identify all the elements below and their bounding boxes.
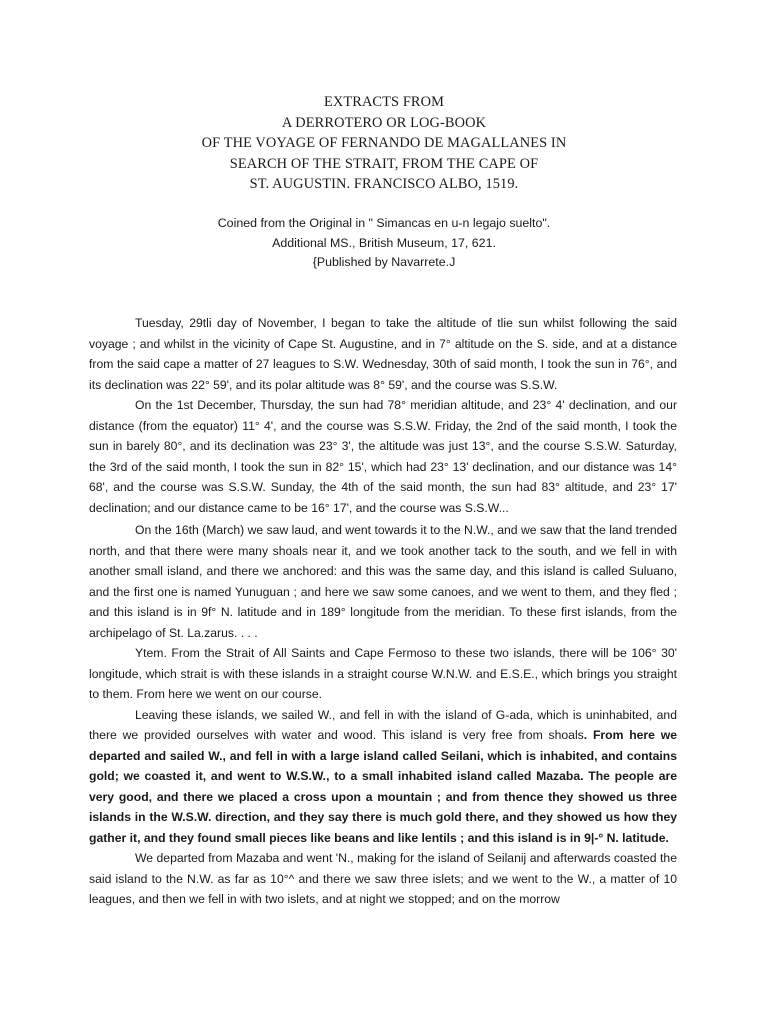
- body-paragraph: On the 16th (March) we saw laud, and went towards it to the N.W., and we saw that the land trended north, and that there were many shoals near it, and we took another tack to the south, and we fell in with another small island, and there we anchored: and this was the same day, and this island is called Suluano, and the first one is named Yunuguan ; and here we saw some canoes, and we went to them, and they fled ; and this island is in 9f° N. latitude and in 189° longitude from the meridian. To these first islands, from the archipelago of St. La.zarus. . . .: [89, 523, 677, 640]
- body-paragraph: Tuesday, 29tli day of November, I began to take the altitude of tlie sun whilst following the said voyage ; and whilst in the vicinity of Cape St. Augustine, and in 7° altitude on the S. side, and at a distance from the said cape a matter of 27 leagues to S.W. Wednesday, 30th of said month, I took the sun in 76°, and its declination was 22° 59', and its polar altitude was 8° 59', and the course was S.S.W.: [89, 316, 677, 392]
- body-paragraph: Ytem. From the Strait of All Saints and Cape Fermoso to these two islands, there will be 106° 30' longitude, which strait is with these islands in a straight course W.N.W. and E.S.E., which brings you straight to them. From here we went on our course.: [89, 646, 677, 701]
- source-line: Additional MS., British Museum, 17, 621.: [272, 235, 496, 250]
- log-section-november: [89, 313, 677, 518]
- title-line: OF THE VOYAGE OF FERNANDO DE MAGALLANES IN: [201, 135, 567, 151]
- bold-passage: . From here we departed and sailed W., and fell in with a large island called Seilani, which is inhabited, and contains gold; we coasted it, and went to W.S.W., to a small inhabited island called Mazaba. The people are very good, and there we placed a cross upon a mountain ; and from thence they showed us three islands in the W.S.W. direction, and they say there is much gold there, and they showed us how they gather it, and they found small pieces like beans and like lentils ; and this island is in 9|-° N. latitude.: [89, 728, 677, 845]
- paragraph-text: Leaving these islands, we sailed W., and fell in with the island of G-ada, which is uninhabited, and there we provided ourselves with water and wood. This island is very free from shoals: [89, 707, 677, 742]
- title-line: SEARCH OF THE STRAIT, FROM THE CAPE OF: [229, 155, 539, 172]
- source-line: {Published by Navarrete.J: [312, 255, 456, 269]
- log-section-march: [89, 520, 677, 910]
- title-line: ST. AUGUSTIN. FRANCISCO ALBO, 1519.: [249, 176, 519, 192]
- body-paragraph: [89, 705, 677, 849]
- body-paragraph: We departed from Mazaba and went 'N., making for the island of Seilanij and afterwards coasted the said island to the N.W. as far as 10°^ and there we saw three islets; and we went to the W., a matter of 10 leagues, and then we fell in with two islets, and at night we stopped; and on the morrow: [89, 851, 677, 906]
- body-paragraph: On the 1st December, Thursday, the sun had 78° meridian altitude, and 23° 4' declination, and our distance (from the equator) 11° 4', and the course was S.S.W. Friday, the 2nd of the said month, I took the sun in barely 80°, and its declination was 23° 3', the altitude was just 13°, and the course S.S.W. Saturday, the 3rd of the said month, I took the sun in 82° 15', which had 23° 13' declination, and our distance was 14° 68', and the course was S.S.W. Sunday, the 4th of the said month, the sun had 83° altitude, and 23° 17' declination; and our distance came to be 16° 17', and the course was S.S.W...: [89, 398, 677, 515]
- title-line: A DERROTERO OR LOG-BOOK: [281, 114, 487, 131]
- source-note: [0, 214, 768, 273]
- document-title: [0, 92, 768, 195]
- source-line: Coined from the Original in " Simancas en u-n legajo suelto".: [217, 216, 551, 230]
- title-line: EXTRACTS FROM: [323, 94, 445, 110]
